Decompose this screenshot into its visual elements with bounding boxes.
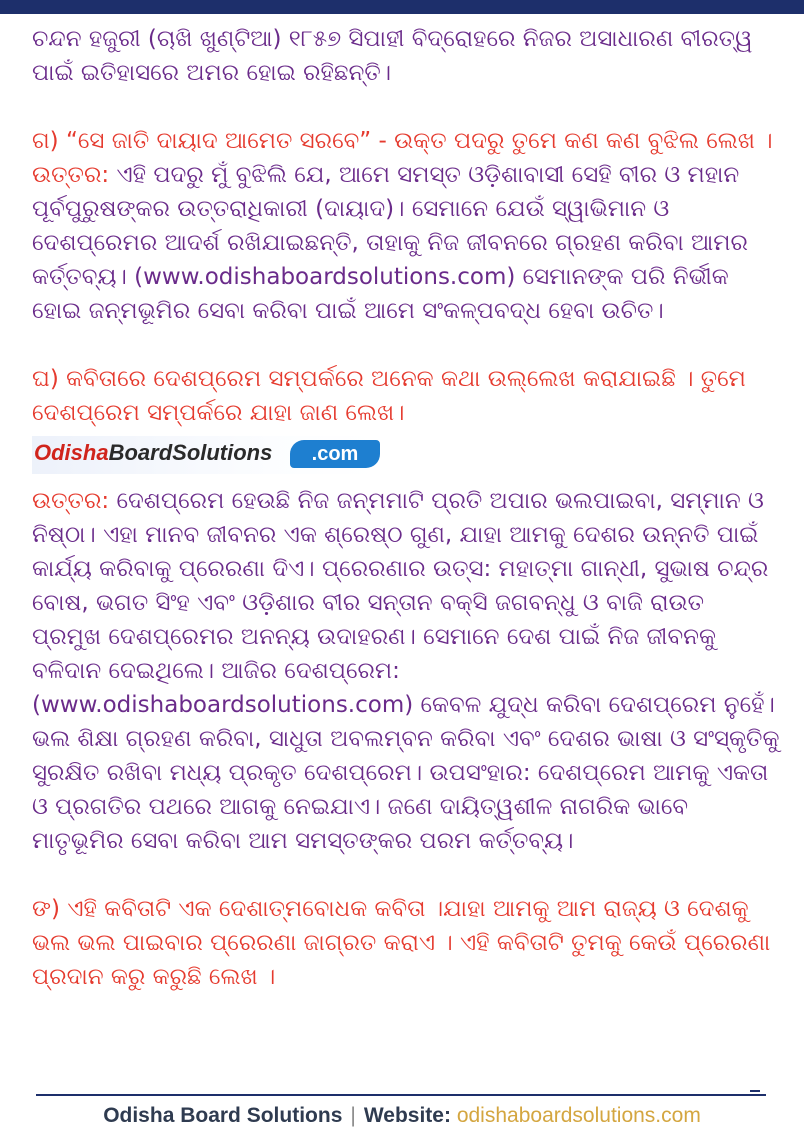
answer-gha-text: ଦେଶପ୍ରେମ ହେଉଛି ନିଜ ଜନ୍ମମାଟି ପ୍ରତି ଅପାର ଭଲପାଇବା, ସମ୍ମାନ ଓ ନିଷ୍ଠା। ଏହା ମାନବ ଜୀବନର ଏକ ଶ୍ରେଷ୍ଠ ଗୁଣ, ଯାହା ଆମକୁ ଦେଶର ଉନ୍ନତି ପାଇଁ କାର୍ଯ୍ୟ କରିବାକୁ ପ୍ରେରଣା ଦିଏ। ପ୍ରେରଣାର ଉତ୍ସ: ମହାତ୍ମା ଗାନ୍ଧୀ, ସୁଭାଷ ଚନ୍ଦ୍ର ବୋଷ, ଭଗତ ସିଂହ ଏବଂ ଓଡ଼ିଶାର ବୀର ସନ୍ତାନ ବକ୍ସି ଜଗବନ୍ଧୁ ଓ ବାଜି ରାଉତ ପ୍ରମୁଖ ଦେଶପ୍ରେମର ଅନନ୍ୟ ଉଦାହରଣ। ସେମାନେ ଦେଶ ପାଇଁ ନିଜ ଜୀବନକୁ ବଳିଦାନ ଦେଇଥିଲେ। ଆଜିର ଦେଶପ୍ରେମ: <box>32 488 769 684</box>
intro-paragraph: ଚନ୍ଦନ ହଜୁରୀ (ଚାଖି ଖୁଣ୍ଟିଆ) ୧୮୫୭ ସିପାହୀ ବିଦ୍ରୋହରେ ନିଜର ଅସାଧାରଣ ବୀରତ୍ୱ ପାଇଁ ଇତିହାସରେ ଅମର ହୋଇ ରହିଛନ୍ତି। <box>32 26 753 86</box>
answer-label: ଉତ୍ତର: <box>32 162 110 188</box>
answer-gha-text-2: କେବଳ ଯୁଦ୍ଧ କରିବା ଦେଶପ୍ରେମ ନୁହେଁ। ଭଲ ଶିକ୍ଷା ଗ୍ରହଣ କରିବା, ସାଧୁତା ଅବଲମ୍ବନ କରିବା ଏବଂ ଦେଶର ଭାଷା ଓ ସଂସ୍କୃତିକୁ ସୁରକ୍ଷିତ ରଖିବା ମଧ୍ୟ ପ୍ରକୃତ ଦେଶପ୍ରେମ। ଉପସଂହାର: ଦେଶପ୍ରେମ ଆମକୁ ଏକତା ଓ ପ୍ରଗତିର ପଥରେ ଆଗକୁ ନେଇଯାଏ। ଜଣେ ଦାୟିତ୍ୱଶୀଳ ନାଗରିକ ଭାବେ ମାତୃଭୂମିର ସେବା କରିବା ଆମ ସମସ୍ତଙ୍କର ପରମ କର୍ତ୍ତବ୍ୟ। <box>32 692 780 854</box>
footer-separator: | <box>350 1104 356 1127</box>
answer-gha <box>32 484 780 858</box>
odishaboardsolutions-logo <box>32 436 376 474</box>
answer-ga-text: ଏହି ପଦରୁ ମୁଁ ବୁଝିଲି ଯେ, ଆମେ ସମସ୍ତ ଓଡ଼ିଶାବାସୀ ସେହି ବୀର ଓ ମହାନ ପୂର୍ବପୁରୁଷଙ୍କର ଉତ୍ତରାଧିକାରୀ (ଦାୟାଦ)। ସେମାନେ ଯେଉଁ ସ୍ୱାଭିମାନ ଓ ଦେଶପ୍ରେମର ଆଦର୍ଶ ରଖିଯାଇଛନ୍ତି, ତାହାକୁ ନିଜ ଜୀବନରେ ଗ୍ରହଣ କରିବା ଆମର କର୍ତ୍ତବ୍ୟ। <box>32 162 748 290</box>
question-ga: ଗ) “ସେ ଜାତି ଦାୟାଦ ଆମେତ ସରବେ” - ଉକ୍ତ ପଦରୁ ତୁମେ କଣ କଣ ବୁଝିଲ ଲେଖ । <box>32 128 773 154</box>
logo-com-badge: .com <box>290 440 380 468</box>
answer-label: ଉତ୍ତର: <box>32 488 110 514</box>
document-body <box>32 22 780 994</box>
answer-gha-url[interactable]: (www.odishaboardsolutions.com) <box>32 692 414 718</box>
answer-ga-url[interactable]: (www.odishaboardsolutions.com) <box>134 264 516 290</box>
footer-website-link[interactable]: odishaboardsolutions.com <box>456 1104 701 1127</box>
question-uma: ଙ) ଏହି କବିତାଟି ଏକ ଦେଶାତ୍ମବୋଧକ କବିତା ।ଯାହା ଆମକୁ ଆମ ରାଜ୍ୟ ଓ ଦେଶକୁ ଭଲ ଭଲ ପାଇବାର ପ୍ରେରଣା ଜାଗ୍ରତ କରାଏ । ଏହି କବିତାଟି ତୁମକୁ କେଉଁ ପ୍ରେରଣା ପ୍ରଦାନ କରୁ କରୁଛି ଲେଖ । <box>32 896 771 990</box>
page-footer <box>0 1104 804 1128</box>
logo-wordmark: OdishaBoardSolutions <box>34 440 273 465</box>
top-header-bar <box>0 0 804 14</box>
footer-brand: Odisha Board Solutions <box>103 1104 343 1127</box>
footer-divider <box>36 1094 766 1096</box>
question-gha: ଘ) କବିତାରେ ଦେଶପ୍ରେମ ସମ୍ପର୍କରେ ଅନେକ କଥା ଉଲ୍ଲେଖ କରାଯାଇଛି । ତୁମେ ଦେଶପ୍ରେମ ସମ୍ପର୍କରେ ଯାହା ଜାଣ ଲେଖ। <box>32 366 746 426</box>
footer-website-label: Website: <box>363 1104 451 1127</box>
answer-ga <box>32 158 780 328</box>
answer-ga-text-2: ସେମାନଙ୍କ ପରି ନିର୍ଭୀକ ହୋଇ ଜନ୍ମଭୂମିର ସେବା କରିବା ପାଇଁ ଆମେ ସଂକଳ୍ପବଦ୍ଧ ହେବା ଉଚିତ। <box>32 264 729 324</box>
footer-divider-mark <box>750 1090 760 1092</box>
